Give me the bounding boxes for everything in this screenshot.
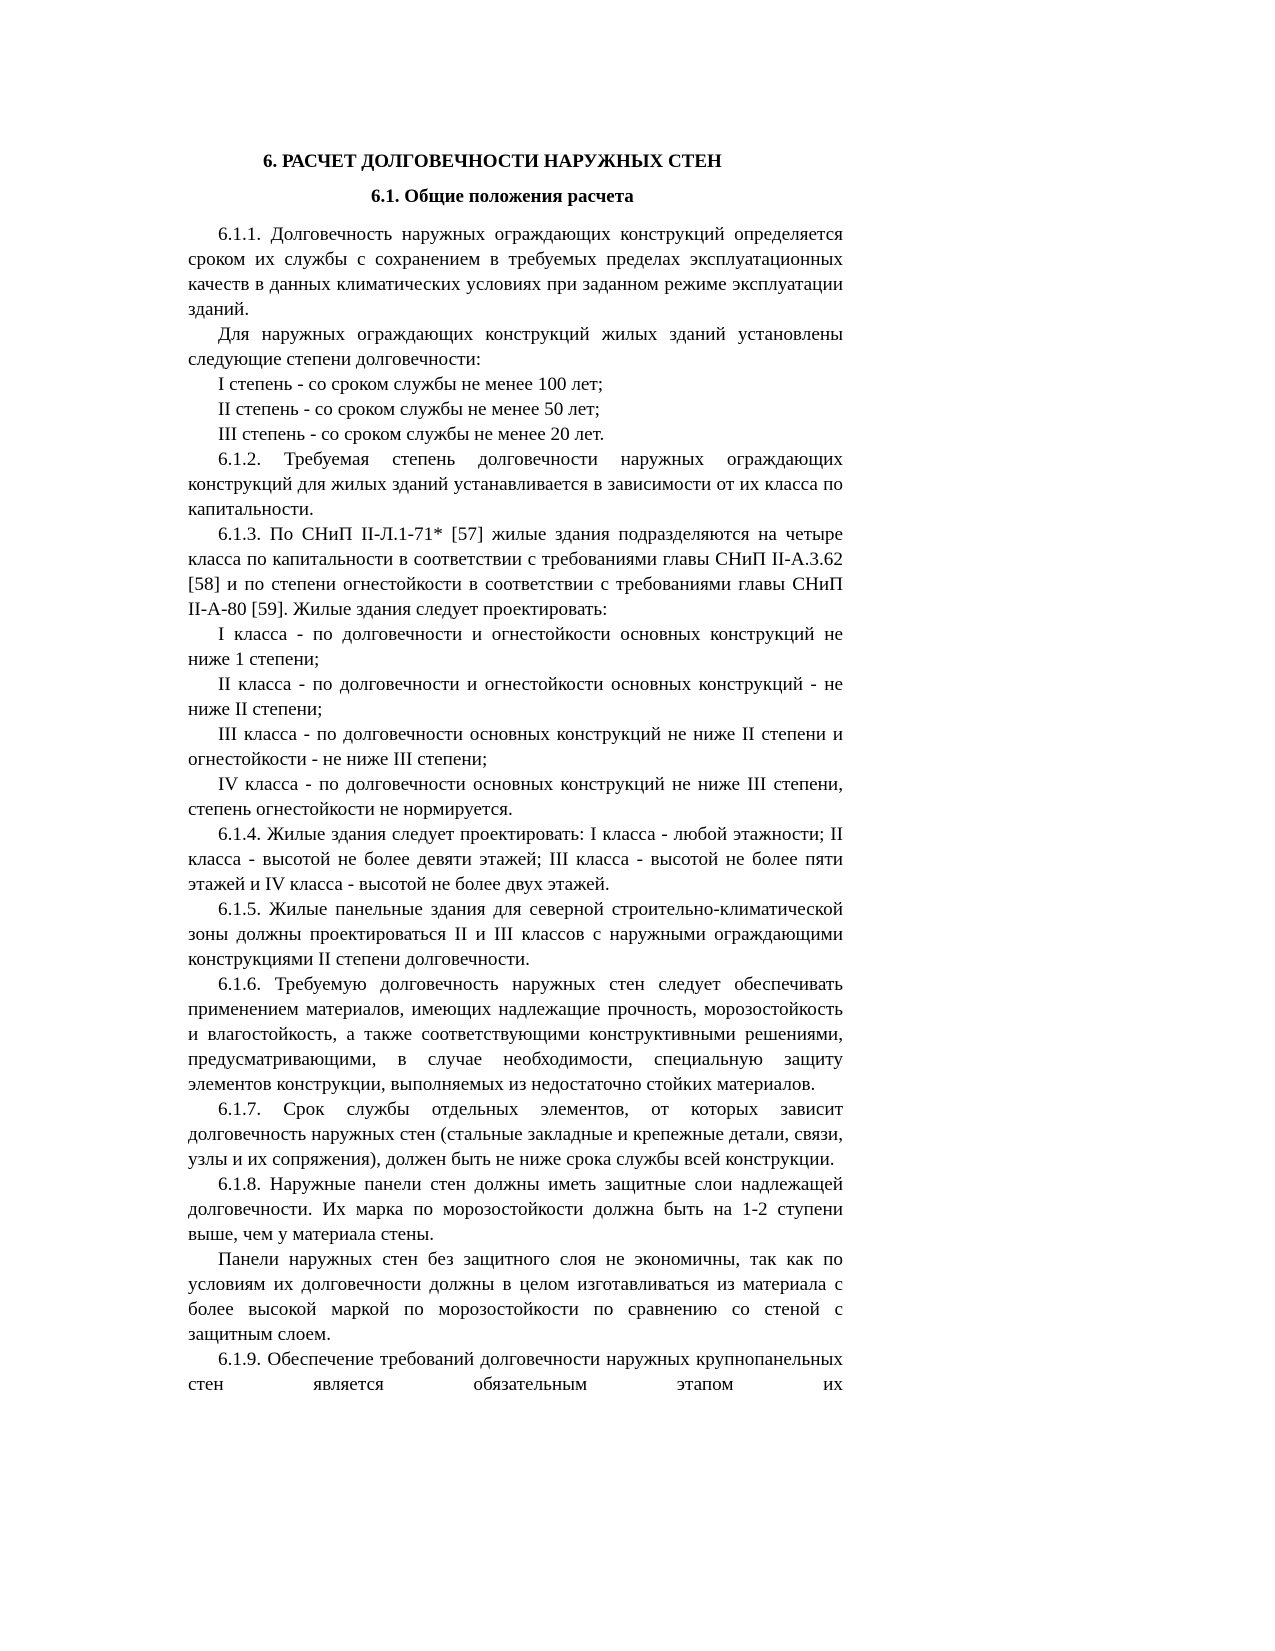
paragraph: 6.1.7. Срок службы отдельных элементов, от которых зависит долговечность наружных стен (стальные закладные и крепежные детали, связи, узлы и их сопряжения), должен быть не ниже срока службы всей конструкции. <box>188 1099 843 1170</box>
paragraph: 6.1.2. Требуемая степень долговечности наружных ограждающих конструкций для жилых зданий устанавливается в зависимости от их класса по капитальности. <box>188 449 843 520</box>
paragraph: I класса - по долговечности и огнестойкости основных конструкций не ниже 1 степени; <box>188 624 843 670</box>
paragraph: III степень - со сроком службы не менее 20 лет. <box>218 424 605 445</box>
paragraph: Панели наружных стен без защитного слоя не экономичны, так как по условиям их долговечности должны в целом изготавливаться из материала с более высокой маркой по морозостойкости по сравнению со стеной с защитным слоем. <box>188 1249 843 1345</box>
paragraph: 6.1.1. Долговечность наружных ограждающих конструкций определяется сроком их службы с сохранением в требуемых пределах эксплуатационных качеств в данных климатических условиях при заданном режиме эксплуатации зданий. <box>188 224 843 320</box>
paragraph: I степень - со сроком службы не менее 100 лет; <box>218 374 604 395</box>
subsection-title: 6.1. Общие положения расчета <box>371 186 634 207</box>
paragraph: 6.1.6. Требуемую долговечность наружных стен следует обеспечивать применением материалов, имеющих надлежащие прочность, морозостойкость и влагостойкость, а также соответствующими конструктивными решениями, предусматривающими, в случае необходимости, специальную защиту элементов конструкции, выполняемых из недостаточно стойких материалов. <box>188 974 843 1095</box>
paragraph: III класса - по долговечности основных конструкций не ниже II степени и огнестойкости - не ниже III степени; <box>188 724 843 770</box>
paragraph: 6.1.5. Жилые панельные здания для северной строительно-климатической зоны должны проектироваться II и III классов с наружными ограждающими конструкциями II степени долговечности. <box>188 899 843 970</box>
paragraph: IV класса - по долговечности основных конструкций не ниже III степени, степень огнестойкости не нормируется. <box>188 774 843 820</box>
paragraph: II степень - со сроком службы не менее 50 лет; <box>218 399 600 420</box>
paragraph: II класса - по долговечности и огнестойкости основных конструкций - не ниже II степени; <box>188 674 843 720</box>
paragraph: Для наружных ограждающих конструкций жилых зданий установлены следующие степени долговечности: <box>188 324 843 370</box>
document-body <box>188 222 843 1397</box>
section-title: 6. РАСЧЕТ ДОЛГОВЕЧНОСТИ НАРУЖНЫХ СТЕН <box>263 151 722 172</box>
paragraph: 6.1.3. По СНиП II-Л.1-71* [57] жилые здания подразделяются на четыре класса по капитальности в соответствии с требованиями главы СНиП II-А.3.62 [58] и по степени огнестойкости в соответствии с требованиями главы СНиП II-А-80 [59]. Жилые здания следует проектировать: <box>188 524 843 620</box>
paragraph: 6.1.4. Жилые здания следует проектировать: I класса - любой этажности; II класса - высотой не более девяти этажей; III класса - высотой не более пяти этажей и IV класса - высотой не более двух этажей. <box>188 824 843 895</box>
paragraph: 6.1.8. Наружные панели стен должны иметь защитные слои надлежащей долговечности. Их марка по морозостойкости должна быть на 1-2 ступени выше, чем у материала стены. <box>188 1174 843 1245</box>
paragraph: 6.1.9. Обеспечение требований долговечности наружных крупнопанельных стен является обязательным этапом их <box>188 1349 843 1395</box>
